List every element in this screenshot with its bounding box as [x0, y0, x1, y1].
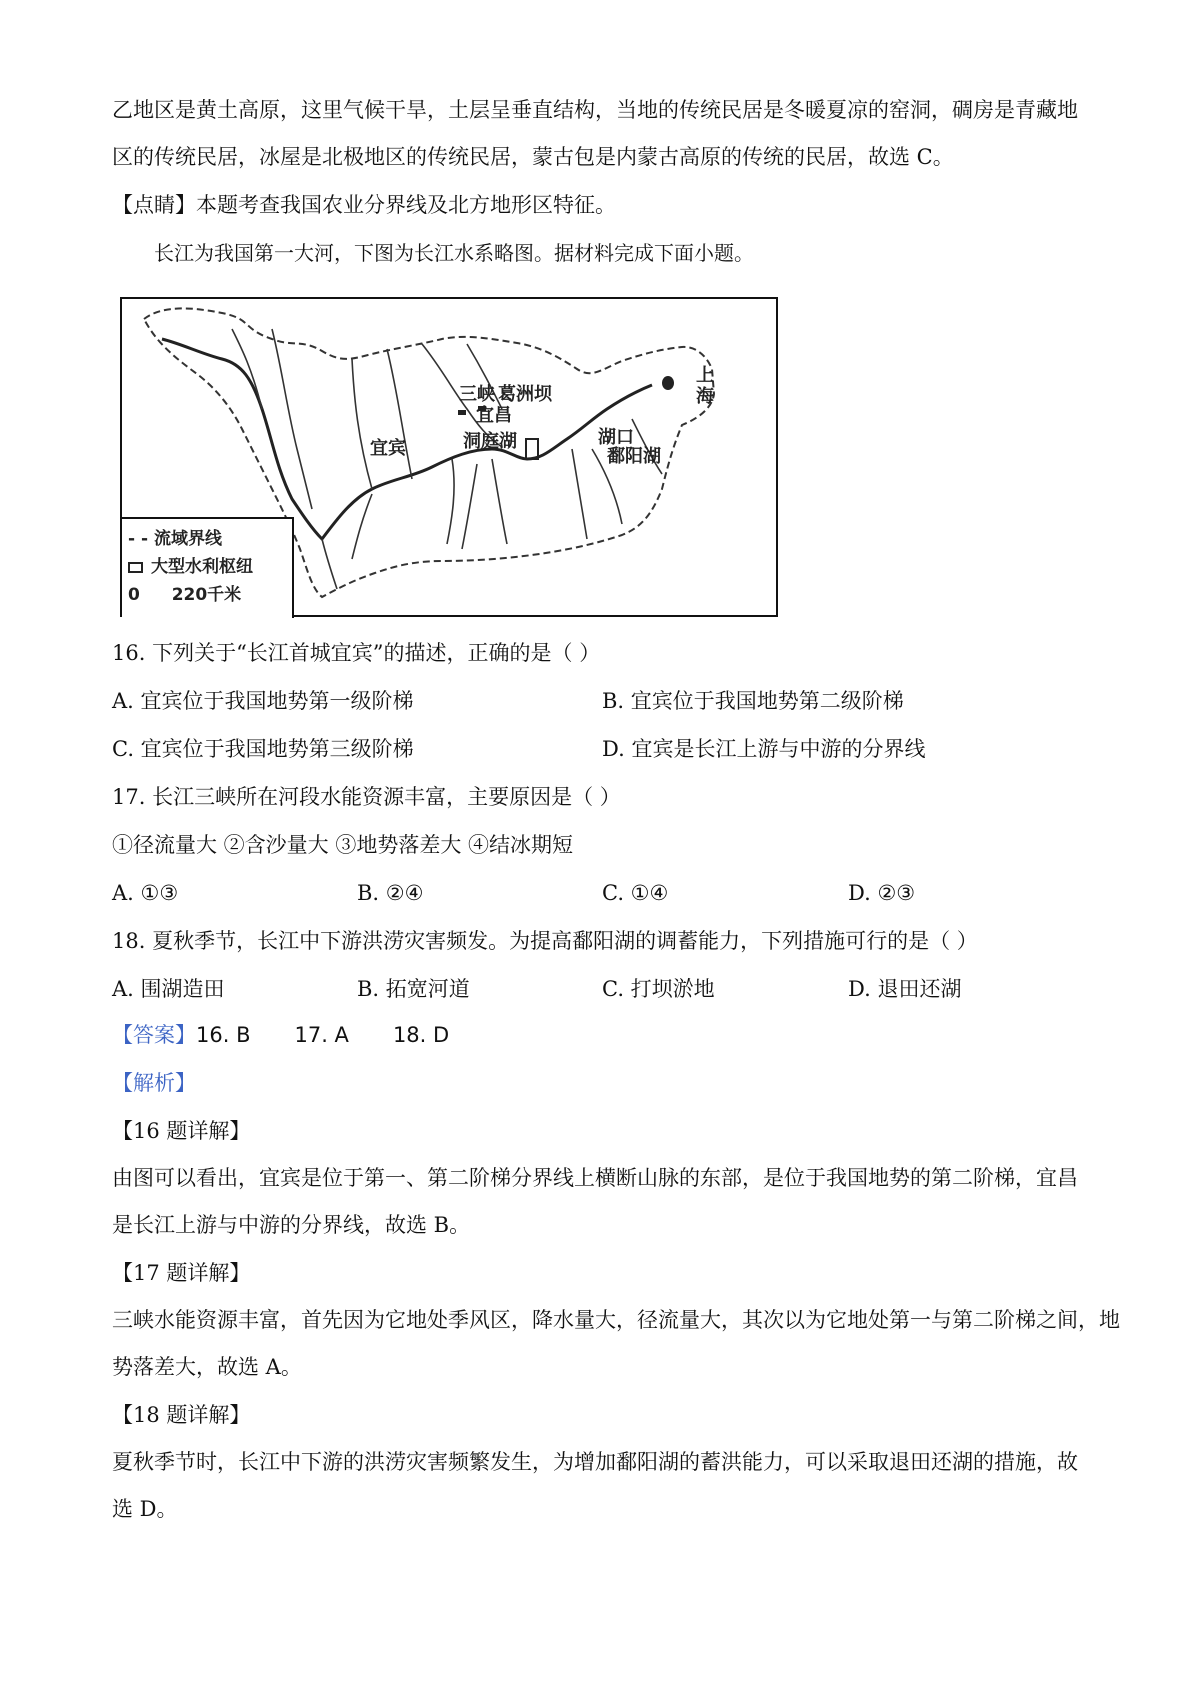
legend-scale: [128, 585, 241, 605]
answer-label: 【答案】: [112, 1023, 196, 1047]
tributary-wu: [352, 494, 372, 559]
legend-boundary: [128, 529, 222, 549]
label-gezhouba: 葛洲坝: [498, 384, 552, 405]
d16-title: 【16 题详解】: [112, 1119, 251, 1143]
q16-option-a: A. 宜宾位于我国地势第一级阶梯: [112, 689, 414, 713]
answer-16: 16. B: [196, 1023, 251, 1047]
d18-line-1: 夏秋季节时，长江中下游的洪涝灾害频繁发生，为增加鄱阳湖的蓄洪能力，可以采取退田还湖的措施，故: [112, 1450, 1078, 1474]
scale-zero: 0: [128, 585, 140, 605]
label-dongting: 洞庭湖: [463, 431, 517, 452]
tributary-yalong: [272, 329, 312, 509]
d17-line-2: 势落差大，故选 A。: [112, 1355, 302, 1379]
q18-option-d: D. 退田还湖: [848, 977, 962, 1001]
scale-value: 220千米: [171, 585, 242, 605]
q18-option-c: C. 打坝淤地: [602, 977, 715, 1001]
q17-stem: 17. 长江三峡所在河段水能资源丰富，主要原因是（ ）: [112, 785, 621, 809]
q17-option-c: C. ①④: [602, 881, 669, 905]
answer-18: 18. D: [392, 1023, 450, 1047]
q18-stem: 18. 夏秋季节，长江中下游洪涝灾害频发。为提高鄱阳湖的调蓄能力，下列措施可行的是（ ）: [112, 929, 978, 953]
d16-line-2: 是长江上游与中游的分界线，故选 B。: [112, 1213, 471, 1237]
q17-option-d: D. ②③: [848, 881, 916, 905]
label-sanxia: 三峡: [459, 384, 495, 405]
label-yibin: 宜宾: [370, 438, 406, 459]
tributary-west-lower: [322, 539, 337, 589]
answer-line: [112, 1020, 449, 1050]
dongting-lake-marker: [526, 439, 538, 459]
q17-option-a: A. ①③: [112, 881, 179, 905]
label-poyang: 鄱阳湖: [607, 446, 661, 467]
label-hukou: 湖口: [598, 427, 634, 448]
q16-option-d: D. 宜宾是长江上游与中游的分界线: [602, 737, 926, 761]
label-yichang: 宜昌: [476, 405, 512, 426]
intro-line-2: 区的传统民居，冰屋是北极地区的传统民居，蒙古包是内蒙古高原的传统的民居，故选 C。: [112, 145, 954, 169]
q17-option-b: B. ②④: [357, 881, 424, 905]
q18-option-b: B. 拓宽河道: [357, 977, 470, 1001]
intro-line-1: 乙地区是黄土高原，这里气候干旱，土层呈垂直结构，当地的传统民居是冬暖夏凉的窑洞，碉房是青藏地: [112, 98, 1078, 122]
label-shanghai-2: 海: [696, 386, 714, 407]
analysis-label: 【解析】: [112, 1071, 196, 1095]
taihu-lake: [662, 376, 674, 390]
d17-line-1: 三峡水能资源丰富，首先因为它地处季风区，降水量大，径流量大，其次以为它地处第一与第二阶梯之间，地: [112, 1308, 1120, 1332]
legend-boundary-label: 流域界线: [153, 529, 222, 549]
hydro-project-icon: [128, 562, 143, 573]
legend-hydro-label: 大型水利枢纽: [151, 557, 253, 577]
q16-stem: 16. 下列关于“长江首城宜宾”的描述，正确的是（ ）: [112, 641, 601, 665]
tributary-jialing: [387, 349, 412, 479]
q17-factors: ①径流量大 ②含沙量大 ③地势落差大 ④结冰期短: [112, 833, 574, 857]
q16-option-b: B. 宜宾位于我国地势第二级阶梯: [602, 689, 904, 713]
q18-option-a: A. 围湖造田: [112, 977, 225, 1001]
tributary-gan: [572, 449, 587, 539]
d17-title: 【17 题详解】: [112, 1261, 251, 1285]
map-legend: [122, 517, 294, 618]
legend-hydro: [128, 557, 253, 577]
sanxia-dam-marker: [458, 410, 466, 415]
d16-line-1: 由图可以看出，宜宾是位于第一、第二阶梯分界线上横断山脉的东部，是位于我国地势的第二阶梯，宜昌: [112, 1166, 1078, 1190]
tributary-xiang: [492, 459, 507, 544]
d18-title: 【18 题详解】: [112, 1403, 251, 1427]
q16-option-c: C. 宜宾位于我国地势第三级阶梯: [112, 737, 414, 761]
d18-line-2: 选 D。: [112, 1497, 178, 1521]
tributary-min: [352, 359, 372, 489]
dashed-line-icon: - -: [128, 529, 149, 549]
label-shanghai-1: 上: [696, 365, 714, 386]
material-intro: 长江为我国第一大河，下图为长江水系略图。据材料完成下面小题。: [154, 241, 754, 265]
tributary-yuan: [447, 459, 454, 544]
yangtze-river-map: [120, 297, 778, 617]
tributary-zi: [462, 464, 477, 549]
tip-line: 【点睛】本题考查我国农业分界线及北方地形区特征。: [112, 193, 616, 217]
answer-17: 17. A: [294, 1023, 349, 1047]
